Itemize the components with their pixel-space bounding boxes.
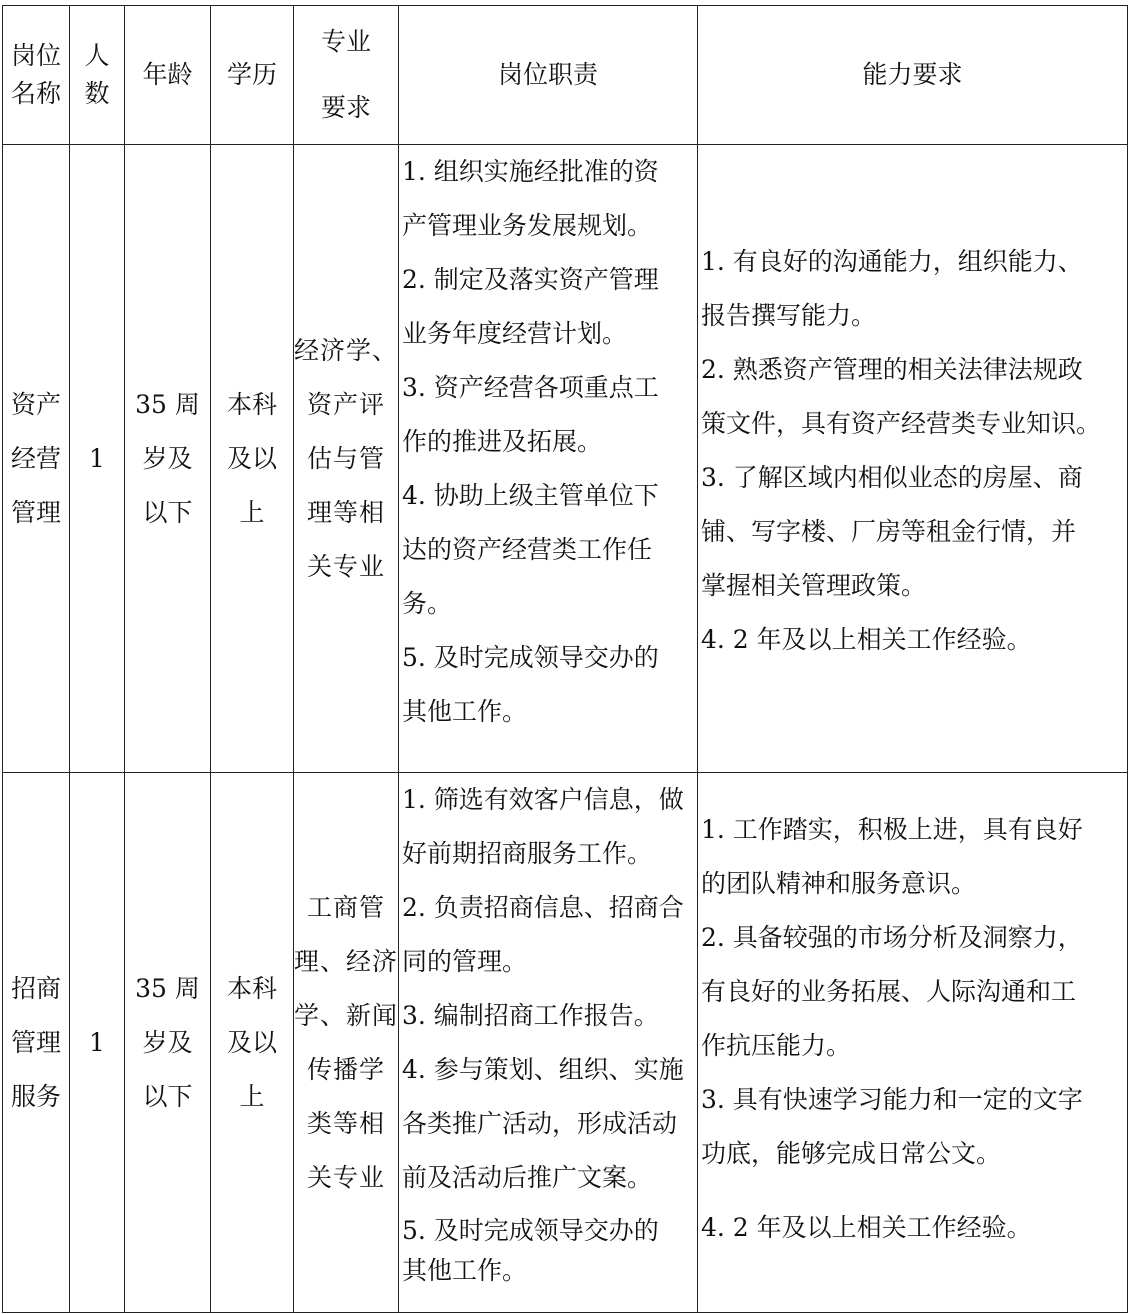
header-post-name-line: 岗位 [10, 41, 61, 70]
ability-line: 2. 熟悉资产管理的相关法律法规政 [701, 355, 1083, 384]
age-line: 35 周 [135, 389, 200, 419]
headcount-cell: 1 [70, 145, 125, 773]
ability-line: 有良好的业务拓展、人际沟通和工 [701, 977, 1077, 1006]
major-line: 理等相 [306, 497, 385, 527]
duty-line: 3. 编制招商工作报告。 [402, 1001, 659, 1030]
duty-line: 其他工作。 [402, 1256, 528, 1285]
job-requirements-table [2, 5, 1128, 1313]
post-name-line: 管理 [10, 1027, 61, 1057]
duty-line: 同的管理。 [402, 947, 528, 976]
major-line: 资产评 [306, 389, 385, 419]
education-cell [211, 145, 294, 773]
duty-line: 2. 负责招商信息、招商合 [402, 893, 684, 922]
age-cell [125, 145, 211, 773]
age-line: 岁及 [142, 443, 193, 473]
education-line: 及以 [226, 443, 277, 473]
duty-line: 2. 制定及落实资产管理 [402, 265, 659, 294]
ability-line: 4. 2 年及以上相关工作经验。 [701, 625, 1032, 654]
table-row [3, 145, 1128, 773]
major-line: 工商管 [306, 892, 385, 922]
ability-line: 作抗压能力。 [701, 1031, 852, 1060]
age-line: 以下 [142, 497, 193, 527]
major-line: 经济学、 [294, 335, 399, 365]
duty-line: 各类推广活动，形成活动 [402, 1109, 678, 1138]
duty-line: 3. 资产经营各项重点工 [402, 373, 659, 402]
duty-line: 4. 协助上级主管单位下 [402, 481, 659, 510]
ability-line: 1. 工作踏实，积极上进，具有良好 [701, 815, 1083, 844]
duty-line: 前及活动后推广文案。 [402, 1163, 653, 1192]
header-headcount-line: 数 [84, 79, 110, 108]
headcount-cell: 1 [70, 773, 125, 1313]
header-abilities: 能力要求 [698, 6, 1128, 145]
duty-line: 作的推进及拓展。 [402, 427, 603, 456]
duty-line: 1. 组织实施经批准的资 [402, 157, 659, 186]
post-name-line: 服务 [10, 1081, 61, 1111]
post-name-line: 管理 [10, 497, 61, 527]
abilities-cell [698, 773, 1128, 1313]
duty-line: 产管理业务发展规划。 [402, 211, 653, 240]
header-major-line: 要求 [320, 93, 371, 122]
ability-line: 策文件，具有资产经营类专业知识。 [701, 409, 1102, 438]
header-headcount [70, 6, 125, 145]
ability-line: 4. 2 年及以上相关工作经验。 [701, 1213, 1032, 1242]
duties-cell [399, 145, 698, 773]
duty-line: 5. 及时完成领导交办的 [402, 643, 659, 672]
major-line: 关专业 [306, 551, 385, 581]
major-line: 关专业 [306, 1162, 385, 1192]
duty-line: 务。 [402, 589, 453, 618]
education-line: 本科 [226, 973, 277, 1003]
major-line: 学、新闻 [294, 1000, 399, 1030]
major-cell [294, 145, 399, 773]
duty-line: 好前期招商服务工作。 [402, 839, 653, 868]
abilities-cell [698, 145, 1128, 773]
header-major [294, 6, 399, 145]
education-line: 及以 [226, 1027, 277, 1057]
header-age: 年龄 [125, 6, 211, 145]
education-line: 上 [239, 1081, 265, 1111]
post-name-cell [3, 145, 70, 773]
header-duties: 岗位职责 [399, 6, 698, 145]
major-cell [294, 773, 399, 1313]
education-line: 本科 [226, 389, 277, 419]
major-line: 传播学 [306, 1054, 385, 1084]
education-line: 上 [239, 497, 265, 527]
header-education: 学历 [211, 6, 294, 145]
ability-line: 的团队精神和服务意识。 [701, 869, 977, 898]
duty-line: 业务年度经营计划。 [402, 319, 628, 348]
post-name-line: 招商 [10, 973, 61, 1003]
age-line: 以下 [142, 1081, 193, 1111]
major-line: 类等相 [306, 1108, 385, 1138]
duty-line: 5. 及时完成领导交办的 [402, 1216, 659, 1245]
table-row [3, 773, 1128, 1313]
header-post-name [3, 6, 70, 145]
duty-line: 1. 筛选有效客户信息，做 [402, 785, 684, 814]
post-name-cell [3, 773, 70, 1313]
age-cell [125, 773, 211, 1313]
header-major-line: 专业 [320, 27, 371, 56]
age-line: 35 周 [135, 973, 200, 1003]
duty-line: 4. 参与策划、组织、实施 [402, 1055, 684, 1084]
ability-line: 铺、写字楼、厂房等租金行情，并 [701, 517, 1077, 546]
header-headcount-line: 人 [84, 41, 110, 70]
ability-line: 掌握相关管理政策。 [701, 571, 927, 600]
age-line: 岁及 [142, 1027, 193, 1057]
major-line: 估与管 [306, 443, 385, 473]
ability-line: 报告撰写能力。 [701, 301, 877, 330]
ability-line: 3. 了解区域内相似业态的房屋、商 [701, 463, 1083, 492]
ability-line: 功底，能够完成日常公文。 [701, 1139, 1002, 1168]
education-cell [211, 773, 294, 1313]
duties-cell [399, 773, 698, 1313]
ability-line: 1. 有良好的沟通能力，组织能力、 [701, 247, 1083, 276]
post-name-line: 经营 [10, 443, 61, 473]
ability-line: 3. 具有快速学习能力和一定的文字 [701, 1085, 1083, 1114]
duty-line: 其他工作。 [402, 697, 528, 726]
header-row [3, 6, 1128, 145]
ability-line: 2. 具备较强的市场分析及洞察力， [701, 923, 1083, 952]
post-name-line: 资产 [10, 389, 61, 419]
header-post-name-line: 名称 [10, 79, 61, 108]
duty-line: 达的资产经营类工作任 [402, 535, 653, 564]
major-line: 理、经济 [294, 946, 399, 976]
